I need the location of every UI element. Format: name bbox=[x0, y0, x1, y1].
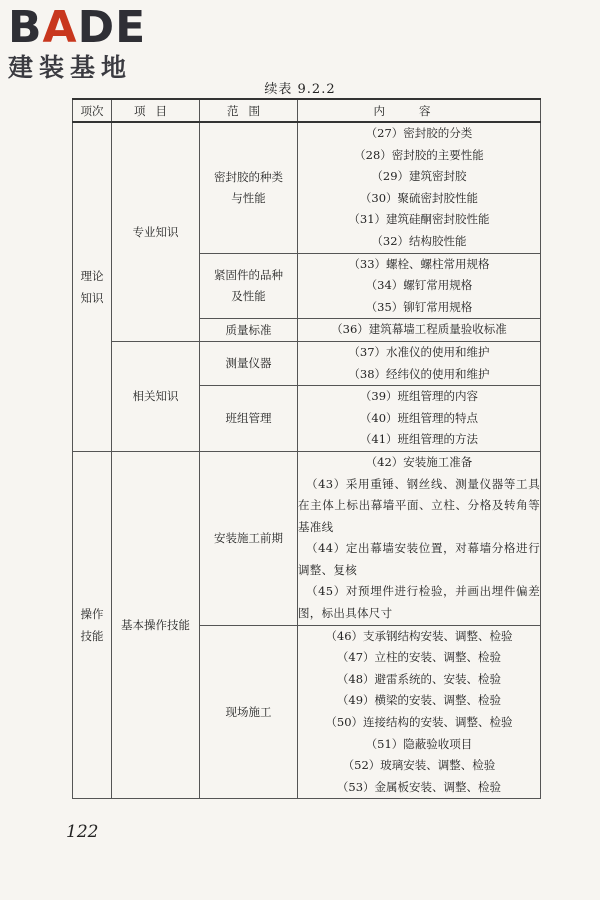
content-quality bbox=[298, 319, 541, 342]
list-item: （35）铆钉常用规格 bbox=[365, 299, 473, 314]
list-item: （33）螺栓、螺柱常用规格 bbox=[348, 256, 490, 271]
logo-brand: BADE bbox=[8, 2, 147, 53]
list-item: （38）经纬仪的使用和维护 bbox=[348, 366, 490, 381]
list-item: （30）聚硫密封胶性能 bbox=[359, 190, 479, 205]
list-item: （34）螺钉常用规格 bbox=[365, 278, 473, 293]
list-item: （28）密封胶的主要性能 bbox=[354, 147, 484, 162]
project-related: 相关知识 bbox=[112, 341, 200, 451]
list-item: （41）班组管理的方法 bbox=[359, 432, 479, 447]
list-item: （44）定出幕墙安装位置，对幕墙分格进行调整、复核 bbox=[298, 541, 540, 577]
list-item: （42）安装施工准备 bbox=[365, 454, 473, 469]
scope-quality: 质量标准 bbox=[200, 319, 298, 342]
scope-sealant: 密封胶的种类 与性能 bbox=[200, 122, 298, 253]
list-item: （29）建筑密封胶 bbox=[371, 169, 467, 184]
header-scope: 范围 bbox=[200, 99, 298, 122]
watermark-logo bbox=[8, 2, 178, 82]
project-basic-skill: 基本操作技能 bbox=[112, 451, 200, 799]
list-item: （40）班组管理的特点 bbox=[359, 410, 479, 425]
list-item: （37）水准仪的使用和维护 bbox=[348, 344, 490, 359]
content-site bbox=[298, 625, 541, 799]
category-theory: 理论 知识 bbox=[73, 122, 112, 451]
header-index: 项次 bbox=[73, 99, 112, 122]
list-item: （32）结构胶性能 bbox=[371, 233, 467, 248]
table-row bbox=[73, 451, 541, 625]
knowledge-table bbox=[72, 98, 541, 799]
content-sealant bbox=[298, 122, 541, 253]
content-fastener bbox=[298, 253, 541, 319]
project-professional: 专业知识 bbox=[112, 122, 200, 341]
logo-subtitle: 建装基地 bbox=[8, 53, 133, 82]
scope-survey: 测量仪器 bbox=[200, 341, 298, 385]
list-item: （31）建筑硅酮密封胶性能 bbox=[348, 212, 490, 227]
scope-team: 班组管理 bbox=[200, 386, 298, 452]
list-item: （36）建筑幕墙工程质量验收标准 bbox=[331, 322, 507, 337]
category-skill: 操作 技能 bbox=[73, 451, 112, 799]
content-survey bbox=[298, 341, 541, 385]
list-item: （48）避雷系统的、安装、检验 bbox=[336, 671, 502, 686]
header-project: 项目 bbox=[112, 99, 200, 122]
list-item: （47）立柱的安装、调整、检验 bbox=[336, 650, 502, 665]
content-early-stage bbox=[298, 451, 541, 625]
table-caption: 续表 9.2.2 bbox=[264, 82, 336, 97]
table-row bbox=[73, 341, 541, 385]
table-header-row bbox=[73, 99, 541, 122]
scope-early-stage: 安装施工前期 bbox=[200, 451, 298, 625]
table-row bbox=[73, 122, 541, 253]
header-content: 内容 bbox=[298, 99, 541, 122]
list-item: （39）班组管理的内容 bbox=[359, 389, 479, 404]
list-item: （27）密封胶的分类 bbox=[365, 126, 473, 140]
list-item: （50）连接结构的安装、调整、检验 bbox=[325, 715, 513, 730]
page-number: 122 bbox=[66, 822, 99, 842]
list-item: （53）金属板安装、调整、检验 bbox=[336, 779, 502, 794]
list-item: （51）隐蔽验收项目 bbox=[365, 736, 473, 751]
content-team bbox=[298, 386, 541, 452]
scope-fastener: 紧固件的品种 及性能 bbox=[200, 253, 298, 319]
list-item: （43）采用重锤、钢丝线、测量仪器等工具在主体上标出幕墙平面、立柱、分格及转角等基准线 bbox=[298, 476, 540, 534]
list-item: （46）支承钢结构安装、调整、检验 bbox=[325, 628, 513, 643]
scope-site: 现场施工 bbox=[200, 625, 298, 799]
list-item: （45）对预埋件进行检验，并画出埋件偏差图，标出具体尺寸 bbox=[298, 584, 540, 621]
list-item: （49）横梁的安装、调整、检验 bbox=[336, 693, 502, 708]
list-item: （52）玻璃安装、调整、检验 bbox=[342, 758, 496, 773]
